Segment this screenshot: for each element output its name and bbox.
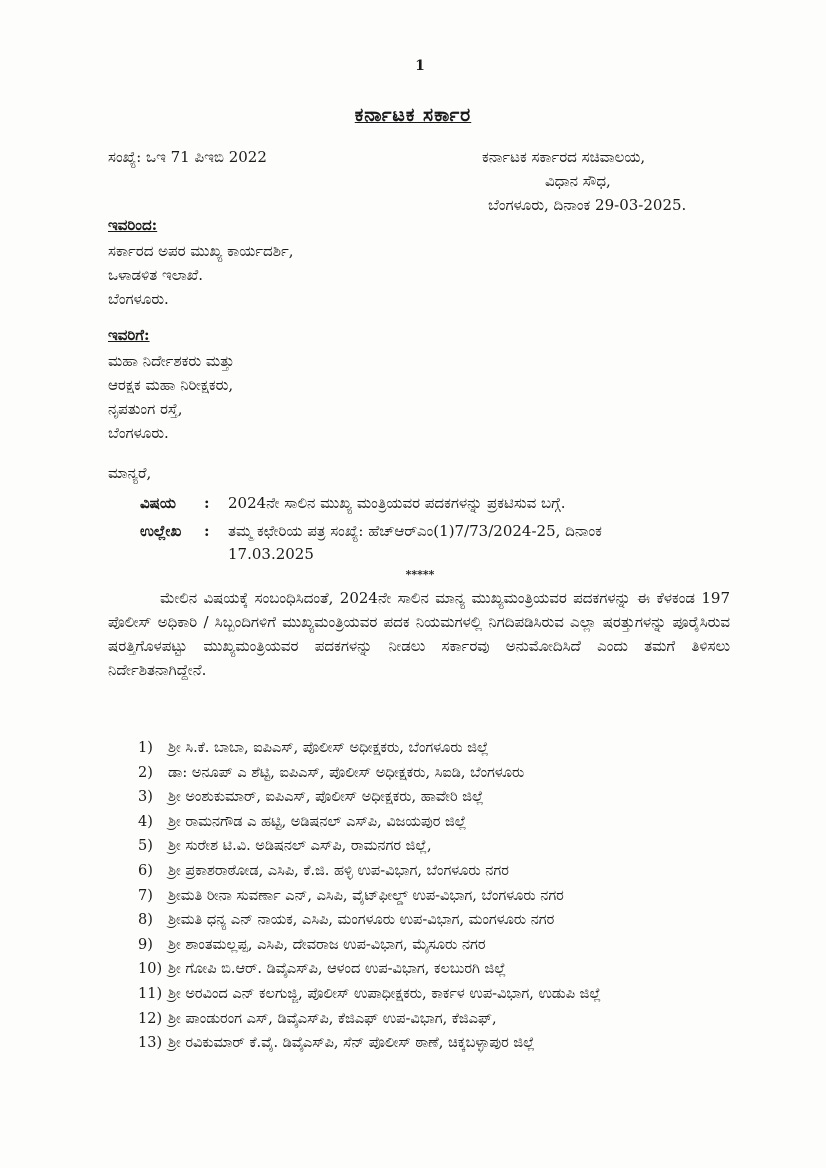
- from-heading: ಇವರಿಂದ:: [108, 216, 158, 234]
- from-line: ಒಳಾಡಳಿತ ಇಲಾಖೆ.: [108, 266, 204, 284]
- government-title: ಕರ್ನಾಟಕ ಸರ್ಕಾರ: [354, 104, 472, 126]
- issuer-line: ಕರ್ನಾಟಕ ಸರ್ಕಾರದ ಸಚಿವಾಲಯ,: [482, 148, 646, 166]
- recipient-text: ಶ್ರೀ ಅರವಿಂದ ಎನ್ ಕಲಗುಜ್ಜಿ, ಪೊಲೀಸ್ ಉಪಾಧೀಕ್ಷಕರು, ಕಾರ್ಕಳ ಉಪ-ವಿಭಾಗ, ಉಡುಪಿ ಜಿಲ್ಲೆ: [168, 985, 602, 1002]
- recipient-number: 1): [138, 740, 153, 756]
- recipient-number: 4): [138, 813, 153, 830]
- subject-colon: :: [204, 494, 210, 512]
- recipient-number: 5): [138, 838, 153, 855]
- recipient-list: [138, 736, 758, 1056]
- recipient-text: ಶ್ರೀಮತಿ ರೀನಾ ಸುವರ್ಣಾ ಎನ್, ಎಸಿಪಿ, ವೈಟ್‌ಫೀಲ್ಡ್ ಉಪ-ವಿಭಾಗ, ಬೆಂಗಳೂರು ನಗರ: [168, 887, 564, 904]
- recipient-item: [138, 908, 758, 933]
- recipient-number: 9): [138, 936, 153, 953]
- recipient-number: 10): [138, 961, 163, 978]
- recipient-item: [138, 785, 758, 810]
- subject-label: ವಿಷಯ: [140, 494, 176, 512]
- salutation: ಮಾನ್ಯರೆ,: [108, 464, 152, 482]
- recipient-item: [138, 736, 758, 761]
- separator-stars: *****: [405, 568, 435, 581]
- reference-text: ತಮ್ಮ ಕಛೇರಿಯ ಪತ್ರ ಸಂಖ್ಯೆ: ಹೆಚ್‌ಆರ್‌ಎಂ(1)7/73/2024-25, ದಿನಾಂಕ: [228, 522, 602, 540]
- recipient-number: 6): [138, 862, 153, 879]
- recipient-item: [138, 1031, 758, 1056]
- reference-colon: :: [204, 522, 210, 540]
- subject-text: 2024ನೇ ಸಾಲಿನ ಮುಖ್ಯ ಮಂತ್ರಿಯವರ ಪದಕಗಳನ್ನು ಪ್ರಕಟಿಸುವ ಬಗ್ಗೆ.: [228, 494, 566, 512]
- from-line: ಸರ್ಕಾರದ ಅಪರ ಮುಖ್ಯ ಕಾರ್ಯದರ್ಶಿ,: [108, 242, 294, 260]
- recipient-text: ಶ್ರೀ ಪ್ರಕಾಶರಾಠೋಡ, ಎಸಿಪಿ, ಕೆ.ಜಿ. ಹಳ್ಳಿ ಉಪ-ವಿಭಾಗ, ಬೆಂಗಳೂರು ನಗರ: [168, 862, 509, 879]
- recipient-item: [138, 859, 758, 884]
- recipient-number: 8): [138, 912, 153, 929]
- recipient-item: [138, 884, 758, 909]
- to-heading: ಇವರಿಗೆ:: [108, 326, 150, 344]
- body-paragraph: ಮೇಲಿನ ವಿಷಯಕ್ಕೆ ಸಂಬಂಧಿಸಿದಂತೆ, 2024ನೇ ಸಾಲಿನ ಮಾನ್ಯ ಮುಖ್ಯಮಂತ್ರಿಯವರ ಪದಕಗಳನ್ನು ಈ ಕೆಳಕಂಡ 197 ಪೊಲೀಸ್ ಅಧಿಕಾರಿ / ಸಿಬ್ಬಂದಿಗಳಿಗೆ ಮುಖ್ಯಮಂತ್ರಿಯವರ ಪದಕ ನಿಯಮಗಳಲ್ಲಿ ನಿಗದಿಪಡಿಸಿರುವ ಎಲ್ಲಾ ಷರತ್ತುಗಳನ್ನು ಪೂರೈಸಿರುವ ಷರತ್ತಿಗೊಳಪಟ್ಟು ಮುಖ್ಯಮಂತ್ರಿಯವರ ಪದಕಗಳನ್ನು ನೀಡಲು ಸರ್ಕಾರವು ಅನುಮೋದಿಸಿದೆ ಎಂದು ತಮಗೆ ತಿಳಿಸಲು ನಿರ್ದೇಶಿತನಾಗಿದ್ದೇನೆ.: [108, 589, 730, 679]
- to-line: ಆರಕ್ಷಕ ಮಹಾ ನಿರೀಕ್ಷಕರು,: [108, 376, 234, 394]
- recipient-item: [138, 834, 758, 859]
- file-number: ಸಂಖ್ಯೆ: ಒಇ 71 ಪಿಇಬಿ 2022: [108, 148, 267, 166]
- to-line: ಮಹಾ ನಿರ್ದೇಶಕರು ಮತ್ತು: [108, 352, 235, 370]
- to-line: ನೃಪತುಂಗ ರಸ್ತೆ,: [108, 400, 183, 418]
- recipient-text: ಶ್ರೀ ರವಿಕುಮಾರ್ ಕೆ.ವೈ. ಡಿವೈಎಸ್‌ಪಿ, ಸೆನ್ ಪೊಲೀಸ್ ಠಾಣೆ, ಚಿಕ್ಕಬಳ್ಳಾಪುರ ಜಿಲ್ಲೆ: [168, 1035, 535, 1052]
- recipient-text: ಶ್ರೀ ಅಂಶುಕುಮಾರ್, ಐಪಿಎಸ್, ಪೊಲೀಸ್ ಅಧೀಕ್ಷಕರು, ಹಾವೇರಿ ಜಿಲ್ಲೆ: [168, 789, 484, 806]
- recipient-number: 13): [138, 1035, 163, 1052]
- recipient-item: [138, 957, 758, 982]
- recipient-item: [138, 933, 758, 958]
- to-line: ಬೆಂಗಳೂರು.: [108, 424, 169, 442]
- recipient-text: ಶ್ರೀ ರಾಮನಗೌಡ ಎ ಹಟ್ಟಿ, ಅಡಿಷನಲ್ ಎಸ್‌ಪಿ, ವಿಜಯಪುರ ಜಿಲ್ಲೆ: [168, 813, 467, 830]
- recipient-number: 3): [138, 789, 153, 806]
- recipient-text: ಶ್ರೀ ಸುರೇಶ ಟಿ.ವಿ. ಅಡಿಷನಲ್ ಎಸ್‌ಪಿ, ರಾಮನಗರ ಜಿಲ್ಲೆ,: [168, 838, 432, 855]
- page-number: 1: [415, 58, 425, 74]
- from-line: ಬೆಂಗಳೂರು.: [108, 290, 169, 308]
- recipient-text: ಶ್ರೀ ಶಾಂತಮಲ್ಲಪ್ಪ, ಎಸಿಪಿ, ದೇವರಾಜ ಉಪ-ವಿಭಾಗ, ಮೈಸೂರು ನಗರ: [168, 936, 486, 953]
- issuer-line: ವಿಧಾನ ಸೌಧ,: [545, 172, 611, 190]
- recipient-text: ಶ್ರೀ ಸಿ.ಕೆ. ಬಾಬಾ, ಐಪಿಎಸ್, ಪೊಲೀಸ್ ಅಧೀಕ್ಷಕರು, ಬೆಂಗಳೂರು ಜಿಲ್ಲೆ: [168, 740, 489, 756]
- recipient-text: ಶ್ರೀಮತಿ ಧನ್ಯ ಎನ್ ನಾಯಕ, ಎಸಿಪಿ, ಮಂಗಳೂರು ಉಪ-ವಿಭಾಗ, ಮಂಗಳೂರು ನಗರ: [168, 912, 555, 929]
- recipient-number: 12): [138, 1010, 163, 1027]
- recipient-number: 2): [138, 764, 153, 781]
- recipient-text: ಡಾ: ಅನೂಪ್ ಎ ಶೆಟ್ಟಿ, ಐಪಿಎಸ್, ಪೊಲೀಸ್ ಅಧೀಕ್ಷಕರು, ಸಿಐಡಿ, ಬೆಂಗಳೂರು: [168, 764, 525, 781]
- issuer-date: ಬೆಂಗಳೂರು, ದಿನಾಂಕ 29-03-2025.: [488, 196, 687, 214]
- reference-date: 17.03.2025: [228, 545, 314, 563]
- recipient-text: ಶ್ರೀ ಗೋಪಿ ಬಿ.ಆರ್. ಡಿವೈಎಸ್‌ಪಿ, ಆಳಂದ ಉಪ-ವಿಭಾಗ, ಕಲಬುರಗಿ ಜಿಲ್ಲೆ: [168, 961, 506, 978]
- recipient-text: ಶ್ರೀ ಪಾಂಡುರಂಗ ಎಸ್, ಡಿವೈಎಸ್‌ಪಿ, ಕೆಜಿಎಫ್ ಉಪ-ವಿಭಾಗ, ಕೆಜಿಎಫ್,: [168, 1010, 497, 1027]
- recipient-number: 11): [138, 985, 163, 1002]
- recipient-item: [138, 1007, 758, 1032]
- reference-label: ಉಲ್ಲೇಖ: [140, 522, 182, 540]
- recipient-item: [138, 761, 758, 786]
- recipient-item: [138, 810, 758, 835]
- recipient-item: [138, 982, 758, 1007]
- recipient-number: 7): [138, 887, 153, 904]
